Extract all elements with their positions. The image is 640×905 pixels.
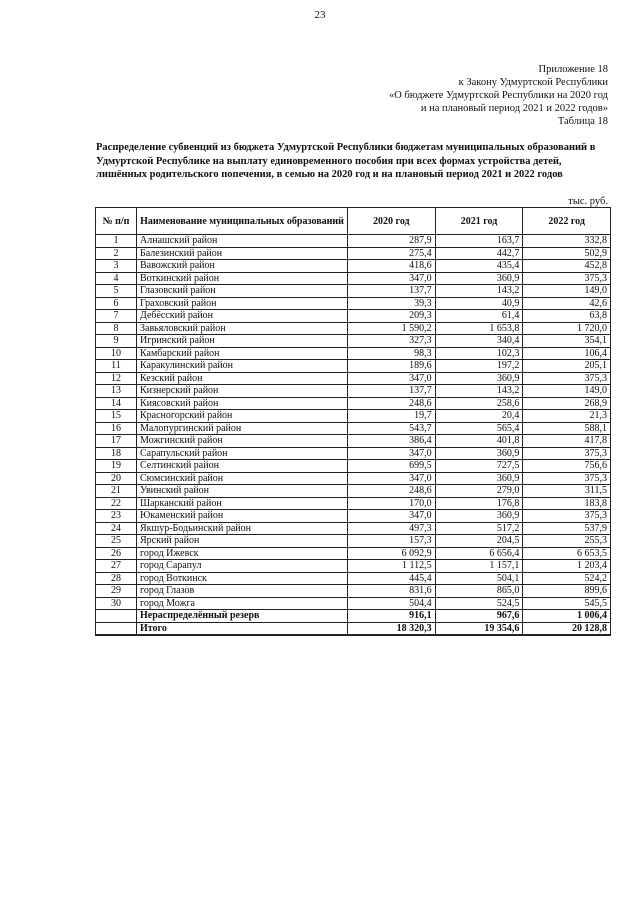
- cell-name: город Можга: [137, 597, 348, 610]
- table-row: [96, 572, 611, 585]
- appendix-line: «О бюджете Удмуртской Республики на 2020 год: [388, 90, 608, 101]
- cell-num: 14: [96, 397, 137, 410]
- cell-2020: 347,0: [348, 472, 436, 485]
- cell-name: Можгинский район: [137, 435, 348, 448]
- cell-num: 26: [96, 547, 137, 560]
- table-row: [96, 297, 611, 310]
- total-num: [96, 622, 137, 635]
- cell-num: 8: [96, 322, 137, 335]
- cell-name: город Глазов: [137, 585, 348, 598]
- cell-name: Дебёсский район: [137, 310, 348, 323]
- cell-2020: 543,7: [348, 422, 436, 435]
- cell-2021: 102,3: [435, 347, 523, 360]
- cell-2022: 42,6: [523, 297, 611, 310]
- cell-name: Кизнерский район: [137, 385, 348, 398]
- cell-name: Красногорский район: [137, 410, 348, 423]
- reserve-2021: 967,6: [435, 610, 523, 623]
- total-name: Итого: [137, 622, 348, 635]
- cell-num: 11: [96, 360, 137, 373]
- cell-num: 7: [96, 310, 137, 323]
- table-row: [96, 585, 611, 598]
- cell-2021: 360,9: [435, 272, 523, 285]
- cell-num: 4: [96, 272, 137, 285]
- cell-num: 18: [96, 447, 137, 460]
- cell-2022: 452,8: [523, 260, 611, 273]
- total-2020: 18 320,3: [348, 622, 436, 635]
- table-body: [96, 235, 611, 636]
- cell-name: Сюмсинский район: [137, 472, 348, 485]
- cell-2022: 756,6: [523, 460, 611, 473]
- cell-2020: 347,0: [348, 447, 436, 460]
- cell-2022: 106,4: [523, 347, 611, 360]
- cell-name: Игринский район: [137, 335, 348, 348]
- header-num: № п/п: [96, 208, 137, 235]
- cell-2021: 204,5: [435, 535, 523, 548]
- table-row: [96, 310, 611, 323]
- units-label: тыс. руб.: [568, 196, 608, 207]
- cell-2021: 442,7: [435, 247, 523, 260]
- cell-name: Вавожский район: [137, 260, 348, 273]
- cell-2021: 163,7: [435, 235, 523, 248]
- cell-name: Глазовский район: [137, 285, 348, 298]
- page-number: 23: [314, 9, 326, 21]
- appendix-line: к Закону Удмуртской Республики: [458, 77, 608, 88]
- table-row: [96, 372, 611, 385]
- cell-2022: 502,9: [523, 247, 611, 260]
- cell-2021: 143,2: [435, 385, 523, 398]
- document-title: Распределение субвенций из бюджета Удмуртской Республики бюджетам муниципальных образований в Удмуртской Республике на выплату единовременного пособия при всех формах устройства детей, лишённых родительского попечения, в семью на 2020 год и на плановый период 2021 и 2022 годов: [96, 142, 596, 180]
- table-row: [96, 460, 611, 473]
- reserve-2022: 1 006,4: [523, 610, 611, 623]
- cell-2022: 375,3: [523, 272, 611, 285]
- cell-num: 19: [96, 460, 137, 473]
- cell-name: Шарканский район: [137, 497, 348, 510]
- table-row: [96, 360, 611, 373]
- cell-2021: 61,4: [435, 310, 523, 323]
- cell-2021: 197,2: [435, 360, 523, 373]
- cell-2022: 205,1: [523, 360, 611, 373]
- cell-name: Юкаменский район: [137, 510, 348, 523]
- cell-2022: 524,2: [523, 572, 611, 585]
- table-row: [96, 285, 611, 298]
- cell-2020: 1 112,5: [348, 560, 436, 573]
- table-row: [96, 435, 611, 448]
- cell-2020: 137,7: [348, 285, 436, 298]
- cell-2022: 149,0: [523, 285, 611, 298]
- cell-2022: 545,5: [523, 597, 611, 610]
- total-2022: 20 128,8: [523, 622, 611, 635]
- cell-2021: 435,4: [435, 260, 523, 273]
- cell-num: 13: [96, 385, 137, 398]
- table-row: [96, 235, 611, 248]
- cell-2020: 831,6: [348, 585, 436, 598]
- subsidy-table: [95, 207, 611, 636]
- cell-name: Сарапульский район: [137, 447, 348, 460]
- cell-2022: 1 203,4: [523, 560, 611, 573]
- table-row: [96, 397, 611, 410]
- cell-num: 28: [96, 572, 137, 585]
- table-row: [96, 247, 611, 260]
- cell-2021: 360,9: [435, 510, 523, 523]
- table-row: [96, 272, 611, 285]
- cell-2020: 248,6: [348, 485, 436, 498]
- cell-name: город Сарапул: [137, 560, 348, 573]
- cell-2022: 375,3: [523, 372, 611, 385]
- cell-2021: 258,6: [435, 397, 523, 410]
- cell-num: 2: [96, 247, 137, 260]
- cell-name: город Ижевск: [137, 547, 348, 560]
- cell-2022: 375,3: [523, 472, 611, 485]
- cell-name: Граховский район: [137, 297, 348, 310]
- cell-2022: 375,3: [523, 510, 611, 523]
- table-row: [96, 260, 611, 273]
- total-row: [96, 622, 611, 635]
- cell-num: 15: [96, 410, 137, 423]
- cell-2022: 255,3: [523, 535, 611, 548]
- cell-2022: 63,8: [523, 310, 611, 323]
- cell-name: Алнашский район: [137, 235, 348, 248]
- table-row: [96, 447, 611, 460]
- cell-num: 5: [96, 285, 137, 298]
- cell-2020: 497,3: [348, 522, 436, 535]
- reserve-row: [96, 610, 611, 623]
- table-row: [96, 547, 611, 560]
- cell-2020: 157,3: [348, 535, 436, 548]
- table-row: [96, 535, 611, 548]
- cell-2021: 143,2: [435, 285, 523, 298]
- cell-2020: 275,4: [348, 247, 436, 260]
- table-row: [96, 335, 611, 348]
- header-2021: 2021 год: [435, 208, 523, 235]
- table-row: [96, 422, 611, 435]
- cell-2021: 20,4: [435, 410, 523, 423]
- cell-2022: 354,1: [523, 335, 611, 348]
- cell-2021: 517,2: [435, 522, 523, 535]
- cell-2021: 360,9: [435, 472, 523, 485]
- cell-2021: 40,9: [435, 297, 523, 310]
- cell-2020: 504,4: [348, 597, 436, 610]
- cell-num: 16: [96, 422, 137, 435]
- cell-2020: 445,4: [348, 572, 436, 585]
- appendix-header: [389, 63, 608, 115]
- cell-num: 9: [96, 335, 137, 348]
- cell-2020: 327,3: [348, 335, 436, 348]
- reserve-name: Нераспределённый резерв: [137, 610, 348, 623]
- cell-name: Ярский район: [137, 535, 348, 548]
- cell-name: Якшур-Бодьинский район: [137, 522, 348, 535]
- table-row: [96, 597, 611, 610]
- cell-2022: 149,0: [523, 385, 611, 398]
- cell-2021: 340,4: [435, 335, 523, 348]
- appendix-line: и на плановый период 2021 и 2022 годов»: [420, 103, 608, 114]
- reserve-num: [96, 610, 137, 623]
- table-row: [96, 347, 611, 360]
- cell-2020: 137,7: [348, 385, 436, 398]
- table-header-row: [96, 208, 611, 235]
- cell-2020: 347,0: [348, 272, 436, 285]
- cell-2022: 332,8: [523, 235, 611, 248]
- cell-2020: 189,6: [348, 360, 436, 373]
- cell-num: 20: [96, 472, 137, 485]
- cell-2021: 1 653,8: [435, 322, 523, 335]
- total-2021: 19 354,6: [435, 622, 523, 635]
- cell-2021: 565,4: [435, 422, 523, 435]
- cell-num: 12: [96, 372, 137, 385]
- table-row: [96, 560, 611, 573]
- cell-name: Малопургинский район: [137, 422, 348, 435]
- cell-2022: 183,8: [523, 497, 611, 510]
- cell-name: Кезский район: [137, 372, 348, 385]
- cell-num: 10: [96, 347, 137, 360]
- cell-num: 1: [96, 235, 137, 248]
- cell-num: 6: [96, 297, 137, 310]
- cell-2022: 899,6: [523, 585, 611, 598]
- cell-2021: 524,5: [435, 597, 523, 610]
- cell-2020: 6 092,9: [348, 547, 436, 560]
- cell-2022: 537,9: [523, 522, 611, 535]
- cell-2020: 418,6: [348, 260, 436, 273]
- cell-name: Увинский район: [137, 485, 348, 498]
- cell-name: город Воткинск: [137, 572, 348, 585]
- cell-2020: 98,3: [348, 347, 436, 360]
- cell-2022: 588,1: [523, 422, 611, 435]
- cell-name: Завьяловский район: [137, 322, 348, 335]
- cell-name: Камбарский район: [137, 347, 348, 360]
- cell-num: 21: [96, 485, 137, 498]
- table-row: [96, 472, 611, 485]
- appendix-line: Приложение 18: [538, 64, 608, 75]
- cell-2021: 176,8: [435, 497, 523, 510]
- cell-2020: 248,6: [348, 397, 436, 410]
- cell-2020: 347,0: [348, 510, 436, 523]
- cell-num: 29: [96, 585, 137, 598]
- cell-name: Воткинский район: [137, 272, 348, 285]
- cell-2022: 268,9: [523, 397, 611, 410]
- table-row: [96, 497, 611, 510]
- cell-2021: 279,0: [435, 485, 523, 498]
- cell-2022: 417,8: [523, 435, 611, 448]
- cell-2020: 386,4: [348, 435, 436, 448]
- cell-2022: 375,3: [523, 447, 611, 460]
- table-row: [96, 510, 611, 523]
- cell-num: 30: [96, 597, 137, 610]
- cell-2021: 401,8: [435, 435, 523, 448]
- cell-2021: 360,9: [435, 447, 523, 460]
- cell-num: 27: [96, 560, 137, 573]
- cell-2020: 347,0: [348, 372, 436, 385]
- cell-2021: 360,9: [435, 372, 523, 385]
- cell-2021: 1 157,1: [435, 560, 523, 573]
- cell-2020: 1 590,2: [348, 322, 436, 335]
- cell-name: Каракулинский район: [137, 360, 348, 373]
- cell-name: Киясовский район: [137, 397, 348, 410]
- cell-2020: 170,0: [348, 497, 436, 510]
- cell-2021: 6 656,4: [435, 547, 523, 560]
- cell-2020: 209,3: [348, 310, 436, 323]
- cell-2022: 311,5: [523, 485, 611, 498]
- table-row: [96, 522, 611, 535]
- reserve-2020: 916,1: [348, 610, 436, 623]
- cell-2020: 39,3: [348, 297, 436, 310]
- table-row: [96, 385, 611, 398]
- cell-num: 3: [96, 260, 137, 273]
- header-2022: 2022 год: [523, 208, 611, 235]
- cell-num: 24: [96, 522, 137, 535]
- table-row: [96, 485, 611, 498]
- cell-2020: 287,9: [348, 235, 436, 248]
- header-name: Наименование муниципальных образований: [137, 208, 348, 235]
- table-row: [96, 322, 611, 335]
- cell-2020: 19,7: [348, 410, 436, 423]
- cell-2020: 699,5: [348, 460, 436, 473]
- cell-num: 17: [96, 435, 137, 448]
- cell-2022: 1 720,0: [523, 322, 611, 335]
- cell-2021: 727,5: [435, 460, 523, 473]
- table-row: [96, 410, 611, 423]
- cell-name: Балезинский район: [137, 247, 348, 260]
- cell-2021: 504,1: [435, 572, 523, 585]
- cell-num: 25: [96, 535, 137, 548]
- cell-2022: 6 653,5: [523, 547, 611, 560]
- cell-2021: 865,0: [435, 585, 523, 598]
- cell-num: 22: [96, 497, 137, 510]
- table-label: Таблица 18: [557, 116, 608, 127]
- cell-2022: 21,3: [523, 410, 611, 423]
- header-2020: 2020 год: [348, 208, 436, 235]
- cell-num: 23: [96, 510, 137, 523]
- cell-name: Селтинский район: [137, 460, 348, 473]
